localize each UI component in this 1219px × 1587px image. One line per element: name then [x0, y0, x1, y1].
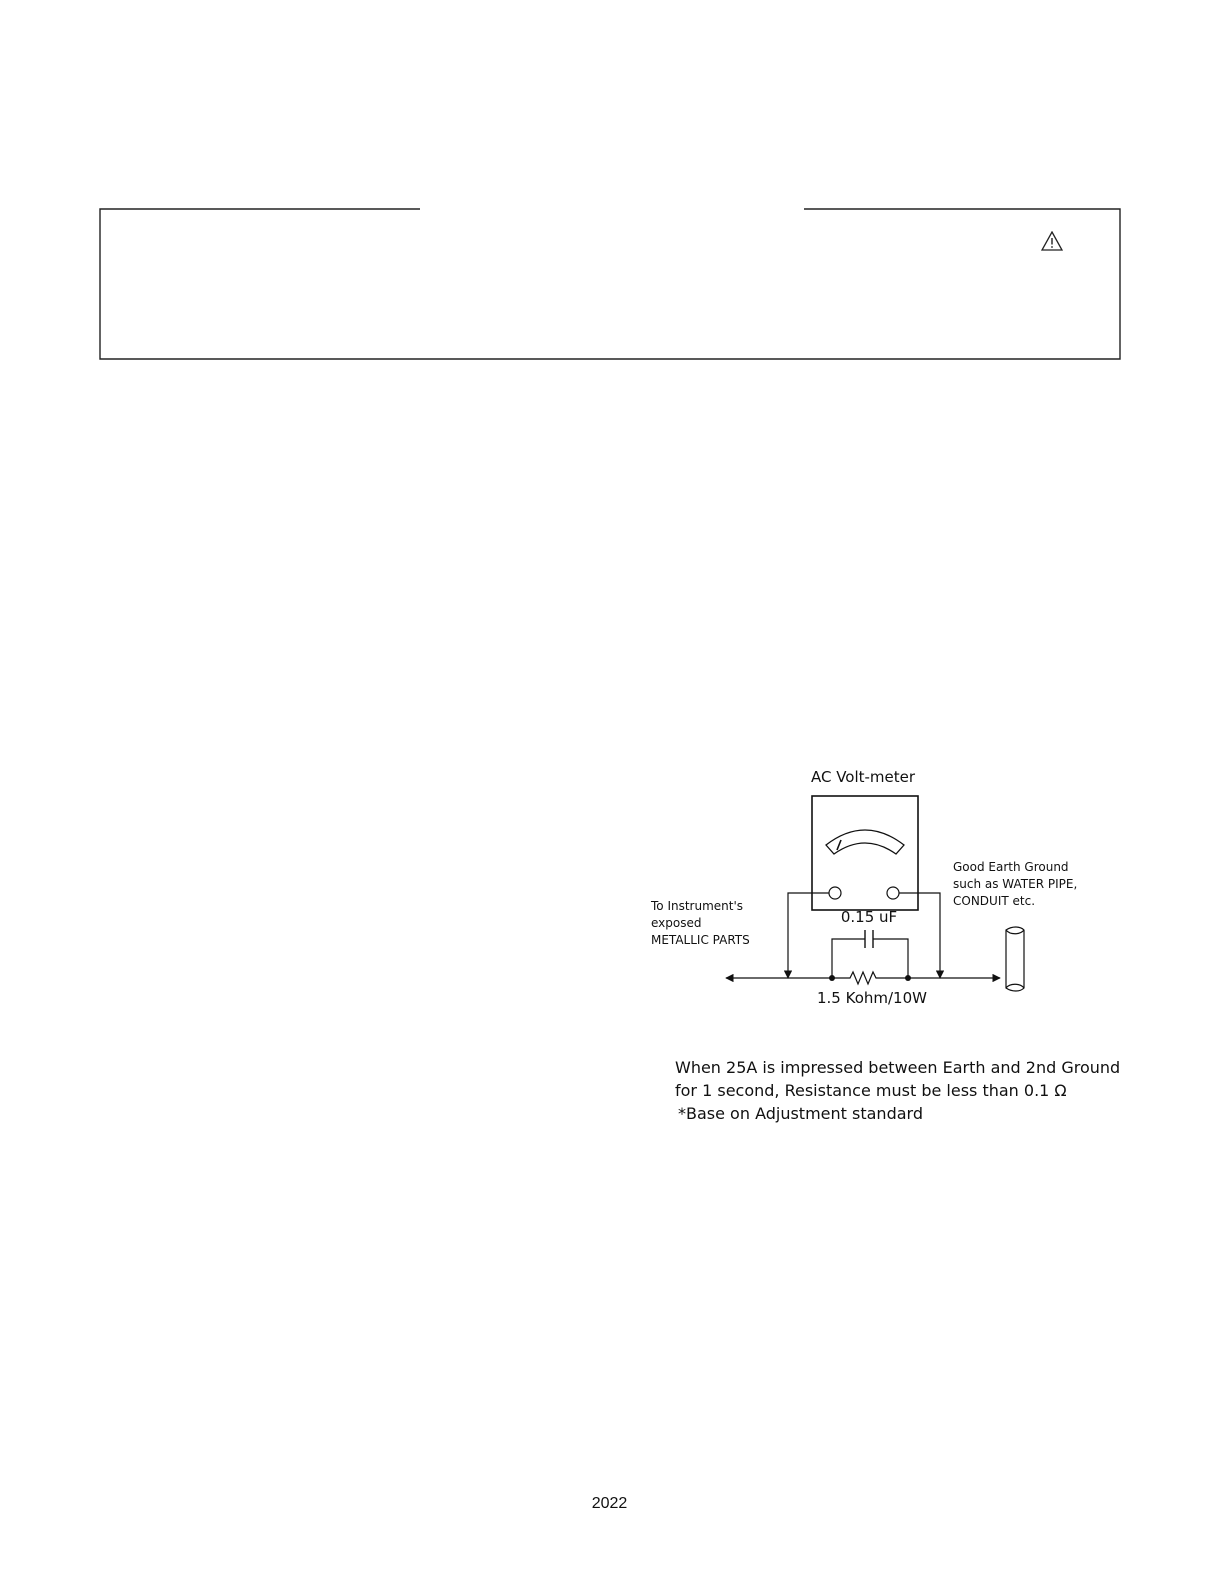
resistor-label: 1.5 Kohm/10W — [817, 989, 927, 1007]
right-lead — [899, 893, 940, 978]
right-label-line-3: CONDUIT etc. — [953, 894, 1036, 908]
capacitor-branch-right — [873, 939, 908, 978]
note-line-2: for 1 second, Resistance must be less than 0.1 Ω — [675, 1081, 1067, 1100]
water-pipe-top — [1006, 930, 1024, 934]
left-label-line-1: To Instrument's — [651, 899, 744, 913]
left-lead — [788, 893, 829, 978]
meter-dial — [826, 830, 904, 854]
capacitor-label: 0.15 uF — [840, 908, 898, 926]
note-line-3: *Base on Adjustment standard — [678, 1104, 923, 1123]
resistor — [832, 972, 908, 984]
notice-box-border-left — [100, 209, 1120, 359]
capacitor-branch-left — [832, 939, 865, 978]
right-label — [953, 860, 1081, 908]
warning-icon — [1041, 231, 1063, 251]
left-label-line-2: exposed — [651, 916, 702, 930]
water-pipe-bottom — [1006, 984, 1024, 988]
meter-terminal-left — [829, 887, 841, 899]
notice-box — [0, 0, 1219, 400]
left-label — [650, 899, 750, 947]
meter-label: AC Volt-meter — [810, 768, 916, 786]
water-pipe — [1006, 927, 1024, 991]
footer-year: 2022 — [591, 1495, 628, 1512]
right-label-line-1: Good Earth Ground — [953, 860, 1069, 874]
meter-terminal-right — [887, 887, 899, 899]
note-line-1: When 25A is impressed between Earth and 2nd Ground — [675, 1058, 1121, 1077]
right-label-line-2: such as WATER PIPE, — [953, 877, 1078, 891]
left-label-line-3: METALLIC PARTS — [651, 933, 750, 947]
resistance-note — [675, 1056, 1155, 1125]
meter-needle — [837, 840, 841, 850]
leakage-test-diagram — [640, 760, 1100, 1020]
